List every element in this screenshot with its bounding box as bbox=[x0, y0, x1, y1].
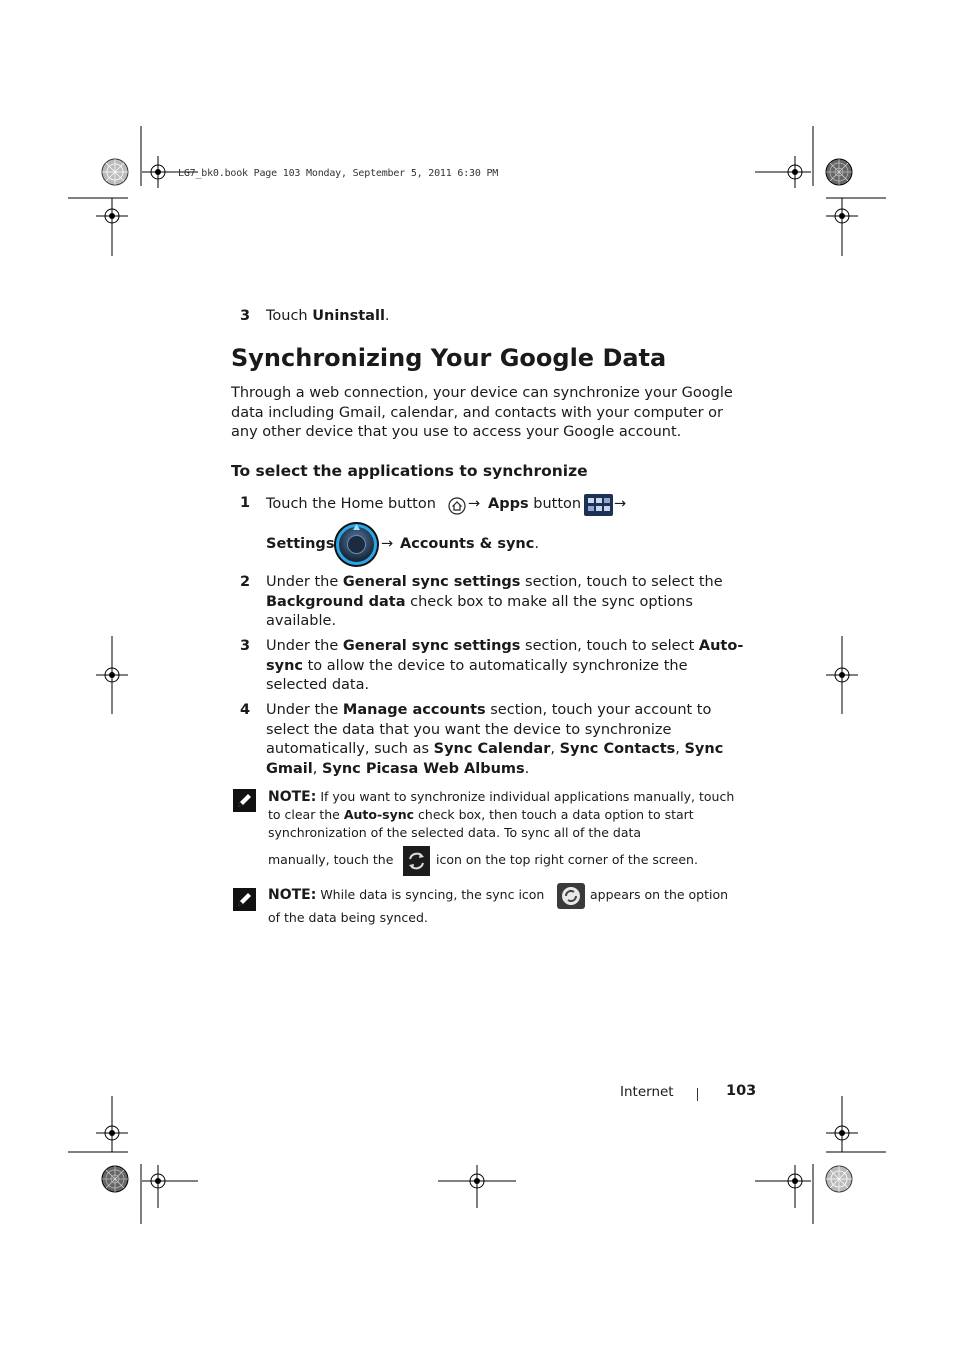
section-subheading: To select the applications to synchronize bbox=[231, 462, 588, 480]
apps-grid-icon bbox=[584, 494, 613, 516]
step-2 bbox=[240, 573, 745, 632]
step-1-line-2: Settings bbox=[266, 536, 335, 552]
footer-section: Internet bbox=[620, 1084, 674, 1100]
step-text: Under the General sync settings section, touch to select Auto-sync to allow the device to automatically synchronize the selected data. bbox=[266, 638, 744, 693]
step-number: 4 bbox=[240, 702, 251, 718]
note-manual-sync-line-end: icon on the top right corner of the screen. bbox=[436, 852, 698, 867]
step-uninstall bbox=[240, 307, 745, 327]
step-4 bbox=[240, 701, 745, 779]
step-number: 3 bbox=[240, 308, 251, 324]
note-manual-sync: NOTE: If you want to synchronize individual applications manually, touch to clear the Auto-sync check box, then touch a data option to start synchronization of the selected data. To sync all of the data bbox=[268, 789, 735, 840]
page-title: Synchronizing Your Google Data bbox=[231, 344, 667, 372]
note-pencil-icon bbox=[233, 888, 256, 911]
settings-icon bbox=[333, 521, 380, 568]
apps-label-line: Apps button bbox=[488, 496, 582, 512]
note-syncing: NOTE: While data is syncing, the sync icon bbox=[268, 887, 545, 903]
step-text: Under the General sync settings section, touch to select the Background data check box to make all the sync options available. bbox=[266, 574, 723, 629]
note-pencil-icon bbox=[233, 789, 256, 812]
syncing-icon bbox=[557, 883, 585, 909]
intro-paragraph: Through a web connection, your device can synchronize your Google data including Gmail, calendar, and contacts with your computer or any other device that you use to access your Google account. bbox=[231, 385, 733, 440]
arrow: → bbox=[614, 496, 627, 512]
arrow: → bbox=[468, 496, 481, 512]
step-1-line-1: Touch the Home button bbox=[266, 496, 436, 512]
accounts-sync-label: Accounts & sync. bbox=[400, 536, 539, 552]
home-icon bbox=[448, 497, 466, 515]
step-text: Touch Uninstall. bbox=[266, 308, 390, 324]
step-number: 1 bbox=[240, 495, 251, 511]
print-slug: LG7_bk0.book Page 103 Monday, September 5, 2011 6:30 PM bbox=[178, 168, 499, 179]
step-number: 3 bbox=[240, 638, 251, 654]
note-manual-sync-line: manually, touch the bbox=[268, 852, 394, 867]
step-3 bbox=[240, 637, 745, 696]
note-syncing-line-end: appears on the option bbox=[590, 887, 729, 902]
step-number: 2 bbox=[240, 574, 251, 590]
step-text: Under the Manage accounts section, touch your account to select the data that you want the device to synchronize automatically, such as Sync Calendar, Sync Contacts, Sync Gmail, Sync Picasa Web Albums. bbox=[266, 702, 724, 777]
sync-icon bbox=[403, 846, 430, 876]
note-syncing-line-2: of the data being synced. bbox=[268, 910, 428, 925]
page-number: 103 bbox=[726, 1083, 757, 1099]
footer-divider bbox=[697, 1088, 698, 1101]
arrow: → bbox=[381, 536, 394, 552]
